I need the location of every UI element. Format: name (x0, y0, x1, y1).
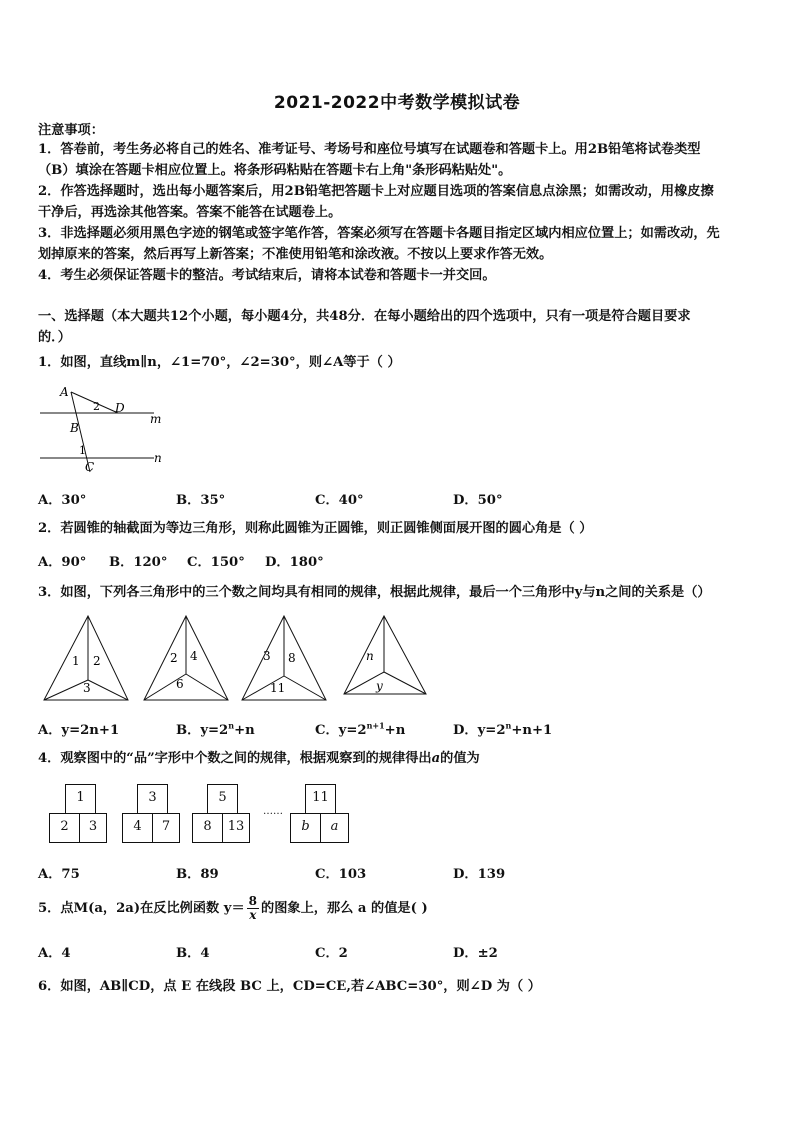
q2-stem: 2．若圆锥的轴截面为等边三角形，则称此圆锥为正圆锥，则正圆锥侧面展开图的圆心角是（ ） (38, 521, 593, 536)
label-B: B (70, 421, 79, 435)
notice-line-3: 2．作答选择题时，选出每小题答案后，用2B铅笔把答题卡上对应题目选项的答案信息点涂黑；如需改动，用橡皮擦 (38, 184, 714, 199)
q5-option-a: A．4 (38, 946, 71, 961)
notice-line-2: （B）填涂在答题卡相应位置上。将条形码粘贴在答题卡右上角"条形码粘贴处"。 (38, 163, 512, 178)
q1-option-d: D．50° (453, 493, 503, 508)
q5-option-b: B．4 (176, 946, 210, 961)
pin-1-left: 2 (49, 813, 80, 843)
q2-option-a: A．90° (38, 555, 87, 570)
triangle-1 (44, 616, 128, 700)
section-heading-line-2: 的．） (38, 330, 71, 345)
pin-4-left: b (290, 813, 321, 843)
pin-ellipsis: …… (263, 806, 283, 817)
q2-option-d: D．180° (265, 555, 324, 570)
notice-line-1: 1．答卷前，考生务必将自己的姓名、准考证号、考场号和座位号填写在试题卷和答题卡上。用2B铅笔将试卷类型 (38, 142, 701, 157)
q1-option-c: C．40° (315, 493, 364, 508)
label-A: A (60, 385, 69, 399)
q2-option-c: C．150° (187, 555, 245, 570)
notice-line-4: 干净后，再选涂其他答案。答案不能答在试题卷上。 (38, 205, 342, 220)
q5-option-d: D．±2 (453, 946, 498, 961)
label-m: m (150, 412, 162, 426)
pin-2-top: 3 (137, 784, 168, 814)
pin-2-right: 7 (152, 813, 180, 843)
pin-3-left: 8 (192, 813, 223, 843)
q1-option-b: B．35° (176, 493, 226, 508)
triangle-2 (144, 616, 228, 700)
triangle-3 (242, 616, 326, 700)
q6-stem: 6．如图，AB∥CD，点 E 在线段 BC 上，CD=CE,若∠ABC=30°，则∠D 为（ ） (38, 979, 541, 994)
q4-stem: 4．观察图中的“品”字形中个数之间的规律，根据观察到的规律得出a的值为 (38, 751, 480, 766)
notice-line-6: 划掉原来的答案，然后再写上新答案；不准使用铅笔和涂改液。不按以上要求作答无效。 (38, 247, 553, 262)
label-angle-2: 2 (93, 400, 100, 413)
triangle-3-bottom: 11 (270, 681, 286, 695)
triangle-3-right: 8 (288, 651, 296, 665)
q4-option-a: A．75 (38, 867, 80, 882)
q3-option-c: C．$y=2^{n+1}+n$ (315, 720, 406, 738)
paper-title: 2021-2022中考数学模拟试卷 (273, 93, 521, 113)
triangle-4-bottom: y (376, 679, 383, 693)
q1-option-a: A．30° (38, 493, 87, 508)
q1-figure (38, 380, 178, 475)
pin-4-right: a (320, 813, 349, 843)
q3-stem: 3．如图，下列各三角形中的三个数之间均具有相同的规律，根据此规律，最后一个三角形中y与n之间的关系是（） (38, 585, 711, 600)
notice-line-7: 4．考生必须保证答题卡的整洁。考试结束后，请将本试卷和答题卡一并交回。 (38, 268, 496, 283)
pin-3-right: 13 (222, 813, 250, 843)
q5-fraction: $\frac{8}{x}$ (248, 894, 258, 922)
label-D: D (115, 401, 125, 415)
q2-option-b: B．120° (109, 555, 168, 570)
triangle-4 (344, 616, 426, 694)
label-angle-1: 1 (79, 444, 86, 457)
notice-heading: 注意事项： (38, 123, 104, 138)
q3-option-b: B．$y=2^n+n$ (176, 720, 255, 738)
q5-stem: 5．点M(a，2a)在反比例函数 y＝ $\frac{8}{x}$ 的图象上，那么 a 的值是( ) (38, 894, 428, 922)
pin-4-top: 11 (305, 784, 336, 814)
pin-3-top: 5 (207, 784, 238, 814)
q4-option-c: C．103 (315, 867, 367, 882)
triangle-2-left: 2 (170, 651, 178, 665)
label-C: C (85, 460, 95, 474)
triangle-2-bottom: 6 (176, 677, 184, 691)
triangle-1-left: 1 (72, 654, 80, 668)
triangle-3-left: 3 (263, 649, 271, 663)
q1-stem: 1．如图，直线m∥n，∠1=70°，∠2=30°，则∠A等于（ ） (38, 355, 401, 370)
section-heading-line-1: 一、选择题（本大题共12个小题，每小题4分，共48分．在每小题给出的四个选项中，只有一项是符合题目要求 (38, 309, 691, 324)
q4-option-b: B．89 (176, 867, 219, 882)
triangle-4-left: n (366, 649, 374, 663)
triangle-1-bottom: 3 (83, 681, 91, 695)
pin-1-right: 3 (79, 813, 107, 843)
pin-1-top: 1 (65, 784, 96, 814)
q5-option-c: C．2 (315, 946, 348, 961)
q4-option-d: D．139 (453, 867, 506, 882)
triangle-1-right: 2 (93, 654, 101, 668)
triangle-2-right: 4 (190, 649, 198, 663)
notice-line-5: 3．非选择题必须用黑色字迹的钢笔或签字笔作答，答案必须写在答题卡各题目指定区域内相应位置上；如需改动，先 (38, 226, 720, 241)
label-n: n (154, 451, 162, 465)
q3-option-a: A．y=2n+1 (38, 723, 120, 738)
q3-figure (40, 612, 440, 704)
pin-2-left: 4 (122, 813, 153, 843)
q3-option-d: D．$y=2^n+n+1$ (453, 720, 553, 738)
